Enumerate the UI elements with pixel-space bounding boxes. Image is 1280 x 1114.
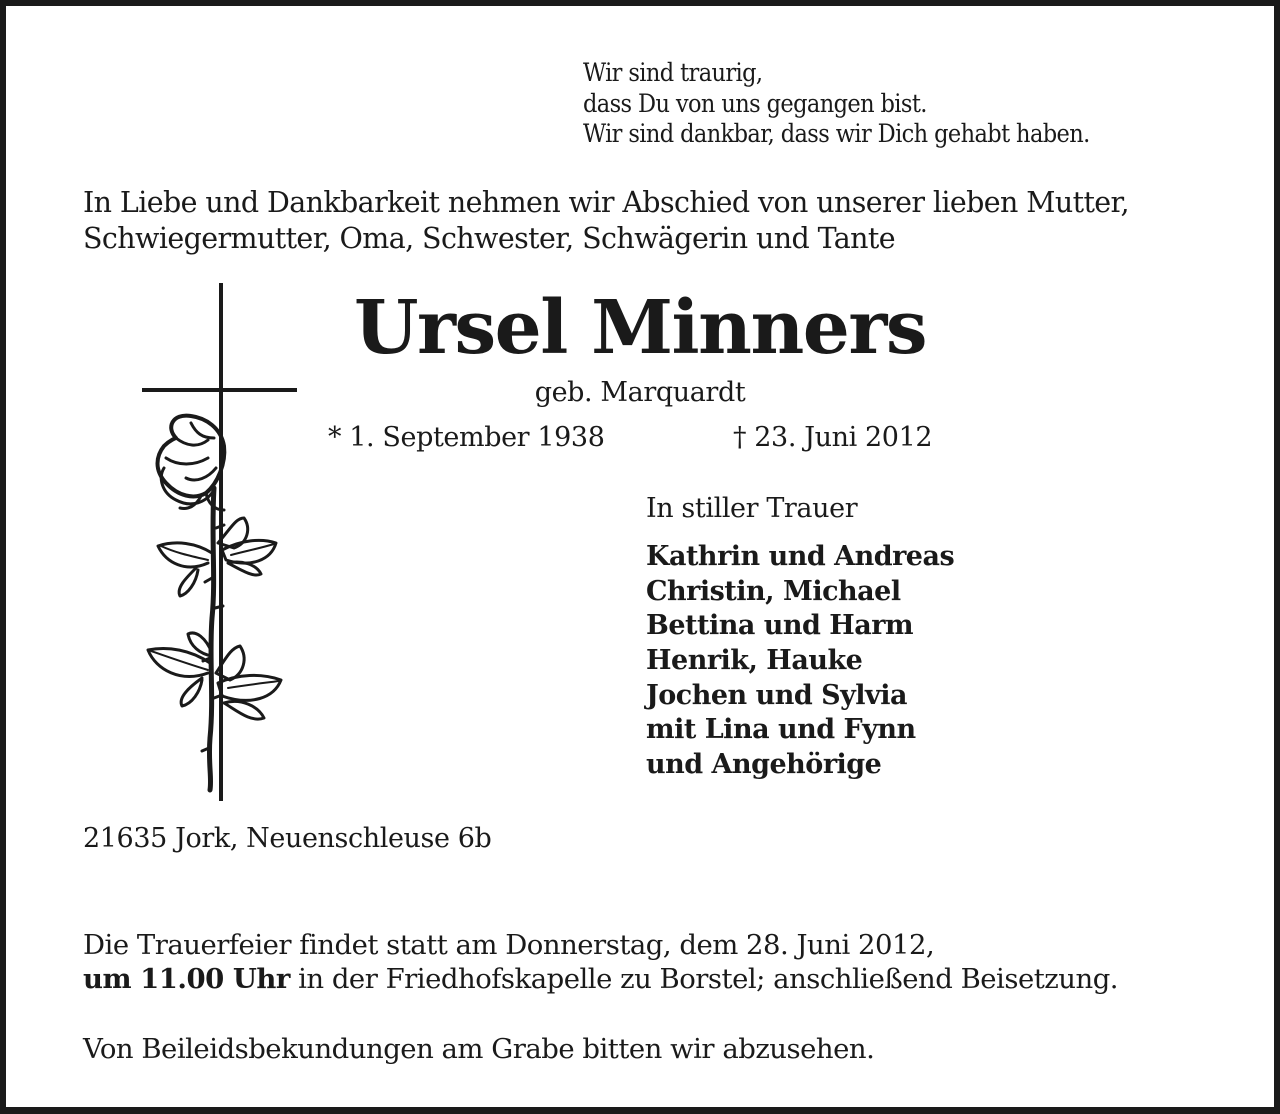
condolence-note: Von Beileidsbekundungen am Grabe bitten wir abzusehen. — [83, 1033, 875, 1065]
address: 21635 Jork, Neuenschleuse 6b — [83, 823, 492, 854]
mourner-name: Christin, Michael — [646, 575, 901, 607]
mourning-intro: In stiller Trauer — [646, 493, 858, 524]
maiden-name: geb. Marquardt — [534, 377, 746, 408]
birth-date: * 1. September 1938 — [328, 422, 605, 453]
service-location: in der Friedhofskapelle zu Borstel; anschließend Beisetzung. — [289, 963, 1119, 995]
mourner-name: Jochen und Sylvia — [646, 679, 907, 711]
intro-text — [83, 185, 1129, 257]
intro-line: Schwiegermutter, Oma, Schwester, Schwägerin und Tante — [83, 222, 896, 255]
mourner-name: und Angehörige — [646, 749, 882, 781]
service-info — [83, 928, 1118, 996]
service-line: Die Trauerfeier findet statt am Donnerstag, dem 28. Juni 2012, — [83, 929, 935, 961]
poem-line: Wir sind dankbar, dass wir Dich gehabt haben. — [583, 119, 1090, 148]
service-line — [83, 962, 1118, 996]
mourner-name: Henrik, Hauke — [646, 645, 863, 677]
mourner-name: mit Lina und Fynn — [646, 714, 916, 746]
poem-line: Wir sind traurig, — [583, 58, 763, 87]
service-time: um 11.00 Uhr — [83, 963, 290, 995]
intro-line: In Liebe und Dankbarkeit nehmen wir Abschied von unserer lieben Mutter, — [83, 186, 1129, 219]
death-date: † 23. Juni 2012 — [733, 422, 933, 453]
poem — [583, 58, 1090, 150]
deceased-name: Ursel Minners — [354, 285, 926, 371]
mourner-name: Bettina und Harm — [646, 610, 914, 642]
poem-line: dass Du von uns gegangen bist. — [583, 88, 927, 118]
mourners-list — [646, 540, 954, 783]
mourner-name: Kathrin und Andreas — [646, 541, 955, 572]
